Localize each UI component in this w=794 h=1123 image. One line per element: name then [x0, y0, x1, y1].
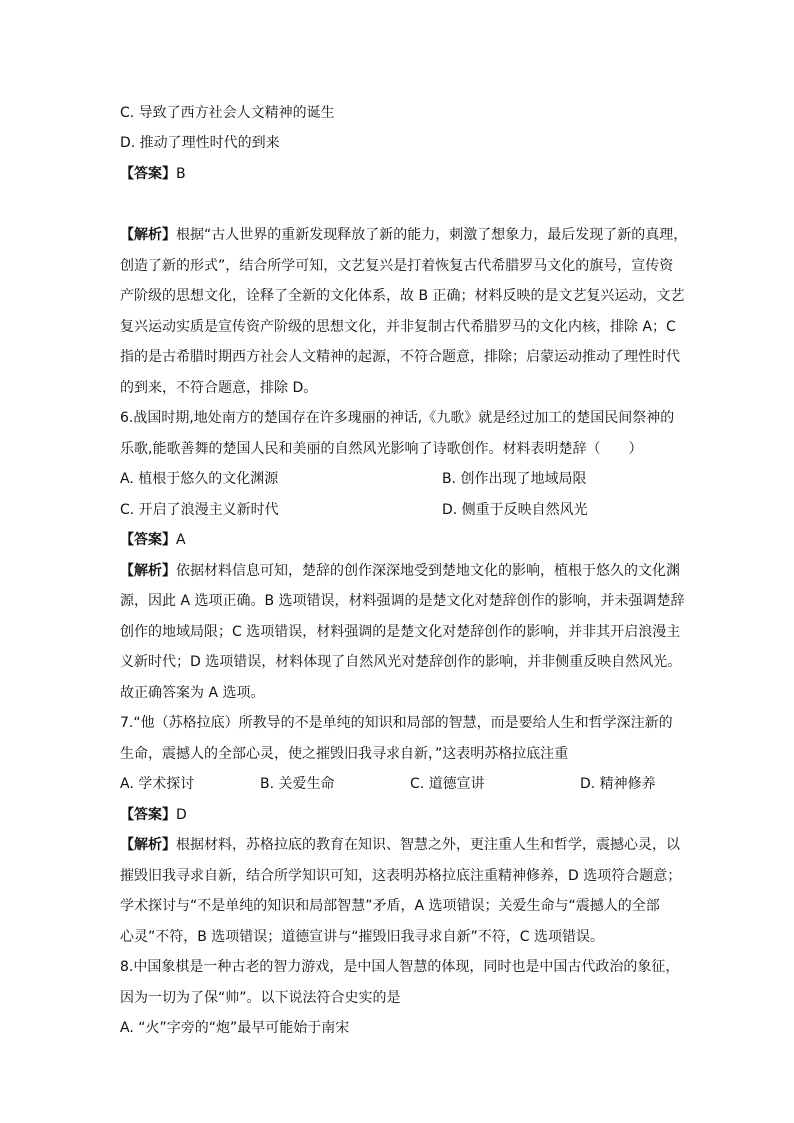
q6-option-b: B. 创作出现了地域局限 [442, 471, 587, 487]
q7-option-b: B. 关爱生命 [260, 776, 335, 792]
q8-option-a: A. “火”字旁的“炮”最早可能始于南宋 [120, 1020, 350, 1036]
answer-tag: 【答案】 [120, 166, 176, 182]
q7-answer [120, 805, 187, 825]
q5-analysis-line: 的到来，不符合题意，排除 D。 [120, 380, 318, 396]
answer-value: D [176, 807, 187, 823]
q5-analysis-line: 产阶级的思想文化，诠释了全新的文化体系，故 B 正确；材料反映的是文艺复兴运动，文艺 [120, 288, 685, 304]
q6-analysis-line: 创作的地域局限；C 选项错误，材料强调的是楚文化对楚辞创作的影响，并非其开启浪漫主 [120, 624, 681, 640]
q5-analysis-line: 创造了新的形式”，结合所学可知，文艺复兴是打着恢复古代希腊罗马文化的旗号，宣传资 [120, 258, 674, 274]
q7-option-a: A. 学术探讨 [120, 776, 195, 792]
q6-analysis-line: 源，因此 A 选项正确。B 选项错误，材料强调的是楚文化对楚辞创作的影响，并未强调楚辞 [120, 593, 685, 609]
analysis-text: 根据材料，苏格拉底的教育在知识、智慧之外，更注重人生和哲学，震撼心灵，以 [176, 837, 680, 853]
analysis-tag: 【解析】 [120, 227, 176, 243]
q6-analysis-line: 义新时代；D 选项错误，材料体现了自然风光对楚辞创作的影响，并非侧重反映自然风光。 [120, 654, 682, 670]
q7-analysis-line: 心灵”不符，B 选项错误；道德宣讲与“摧毁旧我寻求自新”不符，C 选项错误。 [120, 929, 605, 945]
q5-option-d: D. 推动了理性时代的到来 [120, 135, 280, 151]
q7-analysis-line [120, 835, 680, 855]
q5-answer [120, 164, 186, 184]
q6-option-a: A. 植根于悠久的文化渊源 [120, 471, 279, 487]
q6-option-d: D. 侧重于反映自然风光 [442, 502, 588, 518]
q7-option-d: D. 精神修养 [580, 776, 656, 792]
answer-tag: 【答案】 [120, 532, 176, 548]
analysis-text: 根据“古人世界的重新发现释放了新的能力，刺激了想象力，最后发现了新的真理， [176, 227, 688, 243]
q6-analysis-line [120, 561, 680, 581]
q7-option-c: C. 道德宣讲 [410, 776, 485, 792]
q5-analysis-line: 复兴运动实质是宣传资产阶级的思想文化，并非复制古代希腊罗马的文化内核，排除 A；C [120, 319, 676, 335]
analysis-tag: 【解析】 [120, 837, 176, 853]
q7-analysis-line: 摧毁旧我寻求自新，结合所学知识可知，这表明苏格拉底注重精神修养，D 选项符合题意； [120, 868, 682, 884]
q7-analysis-line: 学术探讨与“不是单纯的知识和局部智慧”矛盾，A 选项错误；关爱生命与“震撼人的全部 [120, 898, 660, 914]
answer-value: A [176, 532, 186, 548]
q6-answer [120, 530, 186, 550]
q6-option-c: C. 开启了浪漫主义新时代 [120, 502, 279, 518]
q6-analysis-line: 故正确答案为 A 选项。 [120, 685, 265, 701]
q7-stem-line: 7.“他（苏格拉底）所教导的不是单纯的知识和局部的智慧，而是要给人生和哲学深注新的 [120, 715, 673, 731]
q8-stem-line: 8.中国象棋是一种古老的智力游戏，是中国人智慧的体现，同时也是中国古代政治的象征， [120, 959, 680, 975]
q5-option-c: C. 导致了西方社会人文精神的诞生 [120, 105, 335, 121]
answer-value: B [176, 166, 186, 182]
q5-analysis-line [120, 225, 687, 245]
q5-analysis-line: 指的是古希腊时期西方社会人文精神的起源，不符合题意，排除；启蒙运动推动了理性时代 [120, 349, 680, 365]
q6-stem-line: 乐歌,能歌善舞的楚国人民和美丽的自然风光影响了诗歌创作。材料表明楚辞（ ） [120, 441, 643, 457]
answer-tag: 【答案】 [120, 807, 176, 823]
analysis-tag: 【解析】 [120, 563, 176, 579]
q8-stem-line: 因为一切为了保“帅”。以下说法符合史实的是 [120, 990, 401, 1006]
q7-stem-line: 生命，震撼人的全部心灵，使之摧毁旧我寻求自新，”这表明苏格拉底注重 [120, 746, 569, 762]
q6-stem-line: 6.战国时期,地处南方的楚国存在许多瑰丽的神话,《九歌》就是经过加工的楚国民间祭神的 [120, 410, 675, 426]
analysis-text: 依据材料信息可知，楚辞的创作深深地受到楚地文化的影响，植根于悠久的文化渊 [176, 563, 680, 579]
